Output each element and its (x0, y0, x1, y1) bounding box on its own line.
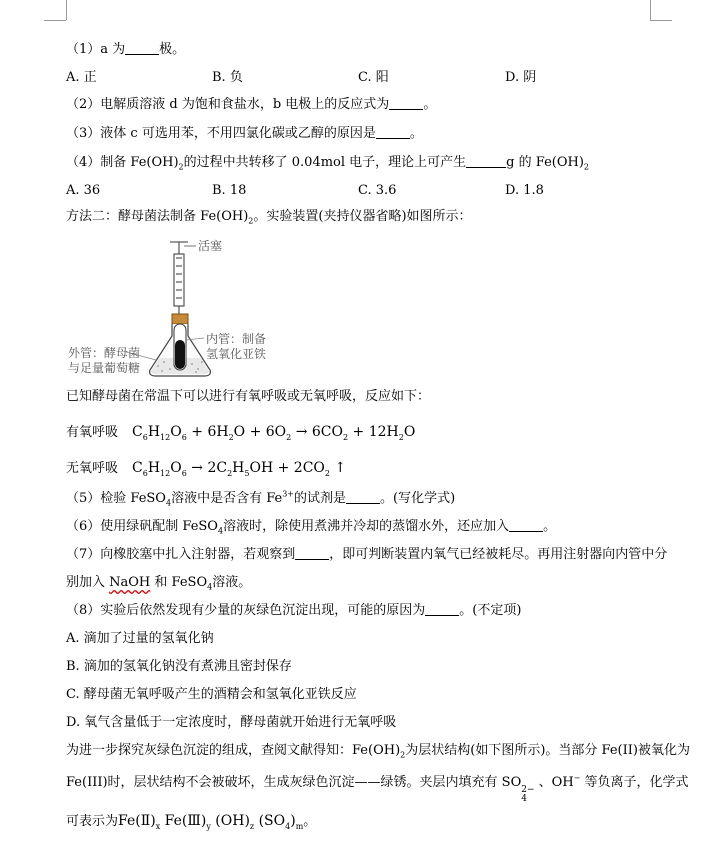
inner-tube-liquid (175, 340, 185, 369)
subscript: 2 (583, 162, 589, 172)
q8-stem: （8）实验后依然发现有少量的灰绿色沉淀出现，可能的原因为 (66, 603, 426, 618)
subscript: 4 (521, 794, 527, 804)
question-5 (66, 491, 455, 507)
method2-text: 方法二：酵母菌法制备 Fe(OH) (66, 209, 249, 224)
subscript: 4 (207, 582, 213, 592)
q5-stem: （5）检验 FeSO (66, 491, 166, 506)
q8-option-d[interactable]: D. 氧气含量低于一定浓度时，酵母菌就开始进行无氧呼吸 (66, 715, 397, 730)
q8-stem-end: 。(不定项) (459, 603, 522, 618)
question-7 (66, 547, 667, 563)
superscript: − (573, 773, 581, 783)
q7-stem: （7）向橡胶塞中扎入注射器，若观察到 (66, 547, 296, 562)
crop-mark-right-h (650, 20, 672, 21)
outer-tube-label-line1: 外管：酵母菌 (68, 346, 141, 360)
question-3 (66, 126, 423, 142)
q4-option-b[interactable]: B. 18 (212, 183, 247, 198)
crop-mark-right (650, 0, 651, 20)
crop-mark-left-h (44, 20, 66, 21)
inner-tube-label-line1: 内管：制备 (206, 332, 267, 346)
q6-stem: （6）使用绿矾配制 FeSO (66, 519, 218, 534)
final-l2-pre: Fe(III)时，层状结构不会被破坏，生成灰绿色沉淀——绿锈。夹层内填充有 SO (66, 775, 522, 790)
answer-blank[interactable] (346, 491, 380, 504)
subscript: 2 (178, 162, 184, 172)
q1-option-d[interactable]: D. 阴 (505, 70, 537, 85)
answer-blank[interactable] (425, 603, 459, 616)
superscript: 3+ (282, 489, 295, 499)
q7b-end: 溶液。 (212, 575, 252, 590)
q2-stem: （2）电解质溶液 d 为饱和食盐水，b 电极上的反应式为 (66, 97, 390, 112)
final-paragraph-line3: 可表示为$Fe(Ⅱ)_x$ $Fe(Ⅲ)_y$ $(OH)_z$ $(SO_4)_m$。 (66, 813, 317, 831)
question-4 (66, 155, 589, 171)
method2-text-end: 。实验装置(夹持仪器省略)如图所示： (253, 209, 472, 224)
answer-blank[interactable] (376, 126, 410, 139)
rubber-stopper (172, 314, 188, 324)
question-6 (66, 519, 556, 535)
q5-stem-mid: 溶液中是否含有 Fe (171, 491, 283, 506)
method-two-intro (66, 209, 472, 225)
syringe (170, 242, 196, 314)
q4-option-a[interactable]: A. 36 (66, 183, 101, 198)
aerobic-equation: 有氧呼吸 $C_6H_{12}O_6 + 6H_2O + 6O_2 \to 6CO_2 + 12H_2O$ (66, 424, 416, 442)
answer-blank[interactable] (466, 155, 506, 168)
subscript: 4 (217, 526, 224, 536)
answer-blank[interactable] (295, 547, 329, 560)
q7b-stem: 别加入 (66, 575, 110, 590)
q3-stem: （3）液体 c 可选用苯，不用四氯化碳或乙醇的原因是 (66, 126, 376, 141)
q8-option-c[interactable]: C. 酵母菌无氧呼吸产生的酒精会和氢氧化亚铁反应 (66, 687, 357, 702)
q8-option-b[interactable]: B. 滴加的氢氧化钠没有煮沸且密封保存 (66, 659, 292, 674)
final-l3-pre: 可表示为 (66, 814, 119, 829)
q1-option-b[interactable]: B. 负 (212, 70, 243, 85)
q8-option-a[interactable]: A. 滴加了过量的氢氧化钠 (66, 631, 214, 646)
subscript: 2 (248, 216, 254, 226)
answer-blank[interactable] (125, 42, 159, 55)
inner-tube-label-line2: 氢氧化亚铁 (206, 347, 267, 361)
answer-blank[interactable] (509, 519, 543, 532)
question-8 (66, 603, 521, 619)
q4-stem-mid: 的过程中共转移了 0.04mol 电子，理论上可产生 (183, 155, 467, 170)
subscript: 4 (165, 498, 172, 508)
q4-option-d[interactable]: D. 1.8 (505, 183, 544, 198)
final-l1-pre: 为进一步探究灰绿色沉淀的组成，查阅文献得知：Fe(OH) (66, 743, 401, 758)
final-l2-end: 等负离子，化学式 (580, 775, 689, 790)
final-l2-post: 、OH (534, 775, 574, 790)
final-paragraph-line2 (66, 775, 689, 804)
sulfate-scripts (521, 786, 534, 804)
final-paragraph-line1 (66, 743, 690, 759)
question-7-cont (66, 575, 251, 591)
answer-blank[interactable] (389, 97, 423, 110)
q1-stem-end: 极。 (159, 42, 186, 57)
aerobic-label: 有氧呼吸 (66, 425, 119, 440)
outer-tube-label-line2: 与足量葡萄糖 (68, 361, 141, 375)
q4-option-c[interactable]: C. 3.6 (358, 183, 397, 198)
final-l3-end: 。 (303, 814, 317, 829)
q1-stem: （1）a 为 (66, 42, 126, 57)
final-l1-post: 为层状结构(如下图所示)。当部分 Fe(II)被氧化为 (405, 743, 690, 758)
anaerobic-label: 无氧呼吸 (66, 461, 119, 476)
crop-mark-left (66, 0, 67, 20)
question-2 (66, 97, 436, 113)
question-1 (66, 42, 185, 58)
q2-stem-end: 。 (423, 97, 437, 112)
plunger-label: 活塞 (198, 239, 223, 253)
superscript: 2− (521, 785, 535, 795)
q4-stem-end: g 的 Fe(OH) (506, 155, 584, 170)
q3-stem-end: 。 (409, 126, 423, 141)
q4-stem: （4）制备 Fe(OH) (66, 155, 179, 170)
known-info: 已知酵母菌在常温下可以进行有氧呼吸或无氧呼吸，反应如下： (66, 389, 431, 404)
q5-stem-end: 。(写化学式) (380, 491, 456, 506)
q5-stem-mid2: 的试剂是 (294, 491, 347, 506)
q1-option-c[interactable]: C. 阳 (358, 70, 389, 85)
q6-stem-end: 。 (543, 519, 557, 534)
q6-stem-mid: 溶液时，除使用煮沸并冷却的蒸馏水外，还应加入 (223, 519, 510, 534)
q7-stem-end: ，即可判断装置内氧气已经被耗尽。再用注射器向内管中分 (329, 547, 668, 562)
apparatus-figure (66, 236, 286, 381)
naoh-text: NaOH (109, 575, 151, 590)
q1-option-a[interactable]: A. 正 (66, 70, 97, 85)
subscript: 2 (400, 750, 406, 760)
q7b-mid: 和 FeSO (150, 575, 208, 590)
anaerobic-equation: 无氧呼吸 $C_6H_{12}O_6 \to 2C_2H_5OH + 2CO_2$ ↑ (66, 460, 347, 478)
